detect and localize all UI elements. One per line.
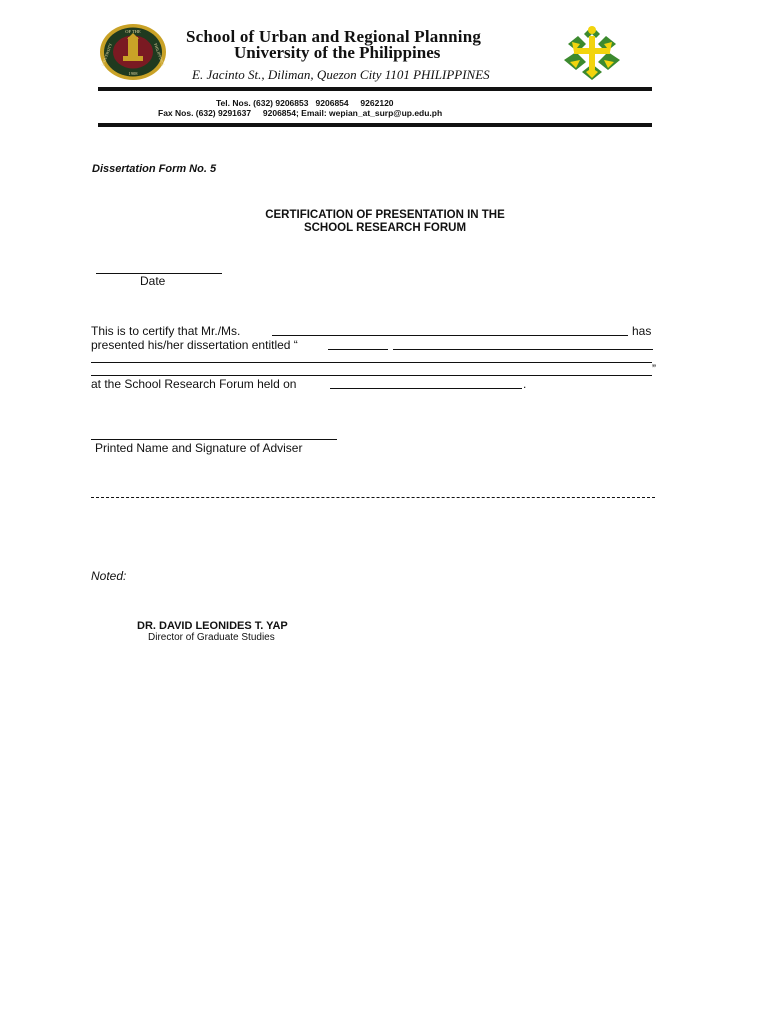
period-text: . <box>523 377 527 391</box>
form-number: Dissertation Form No. 5 <box>92 163 217 175</box>
adviser-signature-label: Printed Name and Signature of Adviser <box>95 441 303 455</box>
fax-email-line: Fax Nos. (632) 9291637 9206854; Email: wepian_at_surp@up.edu.ph <box>158 108 443 118</box>
dissertation-title-field-line-2[interactable] <box>91 355 652 363</box>
dissertation-title-field-part-2[interactable] <box>393 339 653 350</box>
seal-year: 1908 <box>128 71 138 76</box>
form-title-line-2: SCHOOL RESEARCH FORUM <box>303 222 467 234</box>
date-field[interactable] <box>96 265 222 274</box>
surp-emblem-logo <box>560 22 624 82</box>
dissertation-text: presented his/her dissertation entitled “ <box>91 338 298 352</box>
seal-text-top: OF THE <box>125 29 141 34</box>
director-title: Director of Graduate Studies <box>148 632 275 643</box>
address-line: E. Jacinto St., Diliman, Quezon City 1101 PHILIPPINES <box>192 67 490 82</box>
closing-quote: ” <box>652 362 656 376</box>
dissertation-title-field-part-1[interactable] <box>328 339 388 350</box>
header-divider-bottom <box>98 123 652 127</box>
noted-label: Noted: <box>91 569 127 583</box>
seal-text-left: UNIVERSITY <box>100 42 114 67</box>
form-title-line-1: CERTIFICATION OF PRESENTATION IN THE <box>265 209 505 221</box>
forum-date-text: at the School Research Forum held on <box>91 377 297 391</box>
dashed-separator <box>91 497 655 498</box>
student-name-field[interactable] <box>272 325 628 336</box>
forum-date-field[interactable] <box>330 378 522 389</box>
director-name: DR. DAVID LEONIDES T. YAP <box>137 620 288 632</box>
telephone-line: Tel. Nos. (632) 9206853 9206854 9262120 <box>216 98 394 108</box>
adviser-signature-field[interactable] <box>91 432 337 440</box>
up-seal-logo <box>99 23 167 81</box>
header-divider-top <box>98 87 652 91</box>
school-name: School of Urban and Regional Planning <box>186 27 482 46</box>
date-label: Date <box>140 274 166 288</box>
certify-text: This is to certify that Mr./Ms. <box>91 324 241 338</box>
university-name: University of the Philippines <box>234 43 441 62</box>
certify-text-has: has <box>632 324 652 338</box>
dissertation-title-field-line-3[interactable] <box>91 368 652 376</box>
seal-text-right: PHILIPPINES <box>153 42 166 67</box>
